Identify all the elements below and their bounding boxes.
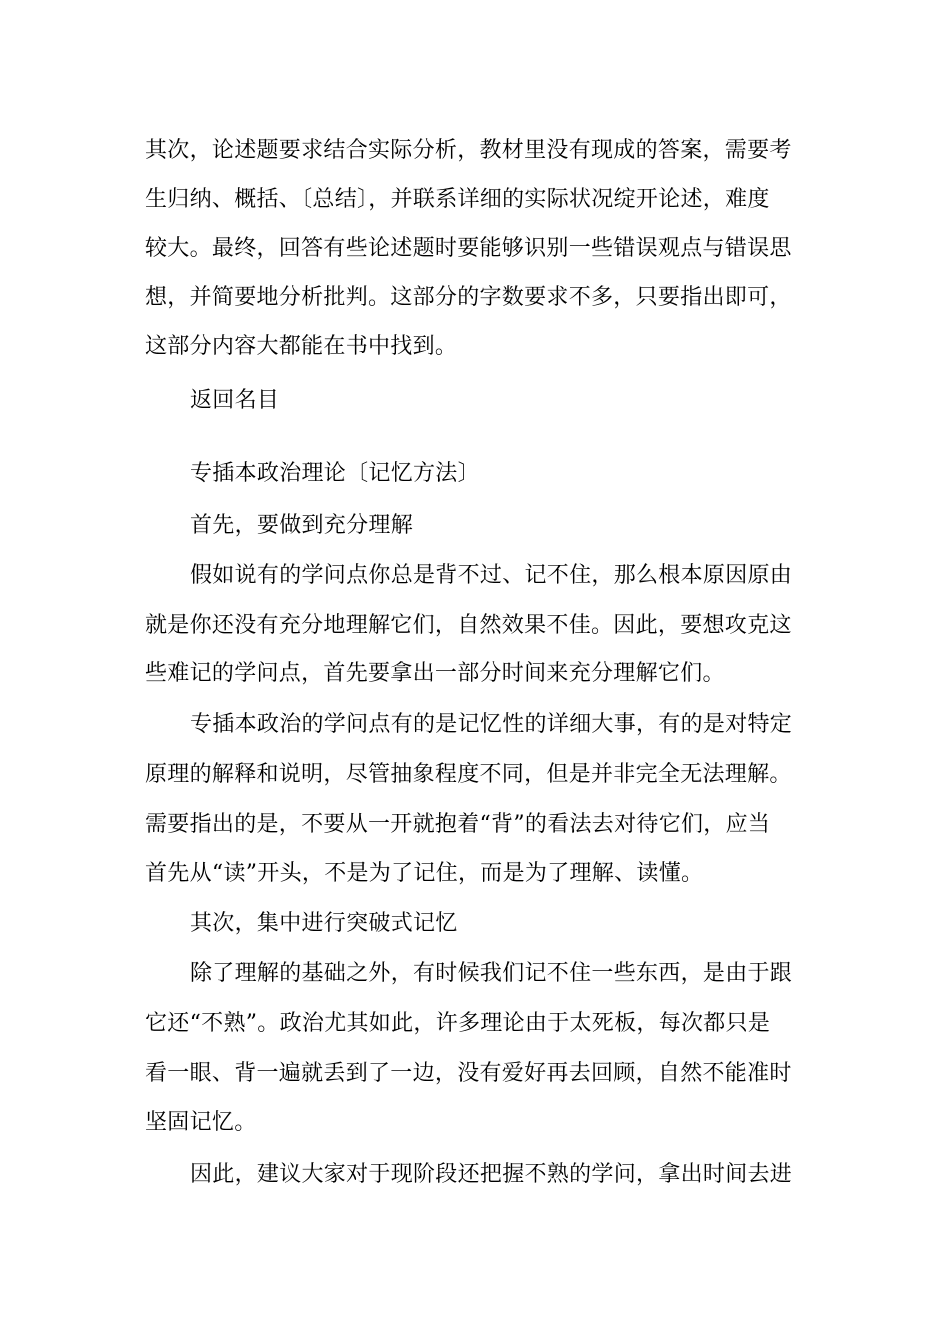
paragraph-line: 首先从“读”开头，不是为了记住，而是为了理解、读懂。: [145, 861, 704, 886]
paragraph-line: 看一眼、背一遍就丢到了一边，没有爱好再去回顾，自然不能准时: [145, 1061, 792, 1086]
paragraph-line: 专插本政治的学问点有的是记忆性的详细大事，有的是对特定: [190, 712, 793, 737]
paragraph-line: 坚固记忆。: [145, 1110, 257, 1135]
heading-understand: 首先，要做到充分理解: [190, 513, 414, 538]
paragraph-line: 些难记的学问点，首先要拿出一部分时间来充分理解它们。: [145, 661, 725, 686]
section-title: 专插本政治理论〔记忆方法〕: [190, 461, 480, 486]
paragraph-line: 较大。最终，回答有些论述题时要能够识别一些错误观点与错误思: [145, 236, 792, 261]
back-to-contents-link[interactable]: 返回名目: [190, 388, 280, 413]
paragraph-line: 它还“不熟”。政治尤其如此，许多理论由于太死板，每次都只是: [145, 1011, 771, 1036]
paragraph-line: 想，并简要地分析批判。这部分的字数要求不多，只要指出即可，: [145, 285, 792, 310]
paragraph-line: 这部分内容大都能在书中找到。: [145, 334, 458, 359]
paragraph-line: 假如说有的学问点你总是背不过、记不住，那么根本原因原由: [190, 563, 793, 588]
paragraph-line: 除了理解的基础之外，有时候我们记不住一些东西，是由于跟: [190, 961, 793, 986]
paragraph-line: 原理的解释和说明，尽管抽象程度不同，但是并非完全无法理解。: [145, 762, 792, 787]
paragraph-line: 因此，建议大家对于现阶段还把握不熟的学问，拿出时间去进: [190, 1162, 793, 1187]
paragraph-line: 就是你还没有充分地理解它们，自然效果不佳。因此，要想攻克这: [145, 613, 792, 638]
paragraph-line: 生归纳、概括、〔总结〕，并联系详细的实际状况绽开论述，难度: [145, 187, 770, 212]
paragraph-line: 其次，论述题要求结合实际分析，教材里没有现成的答案，需要考: [145, 138, 792, 163]
paragraph-line: 需要指出的是，不要从一开就抱着“背”的看法去对待它们，应当: [145, 812, 771, 837]
heading-focused-memory: 其次，集中进行突破式记忆: [190, 911, 458, 936]
